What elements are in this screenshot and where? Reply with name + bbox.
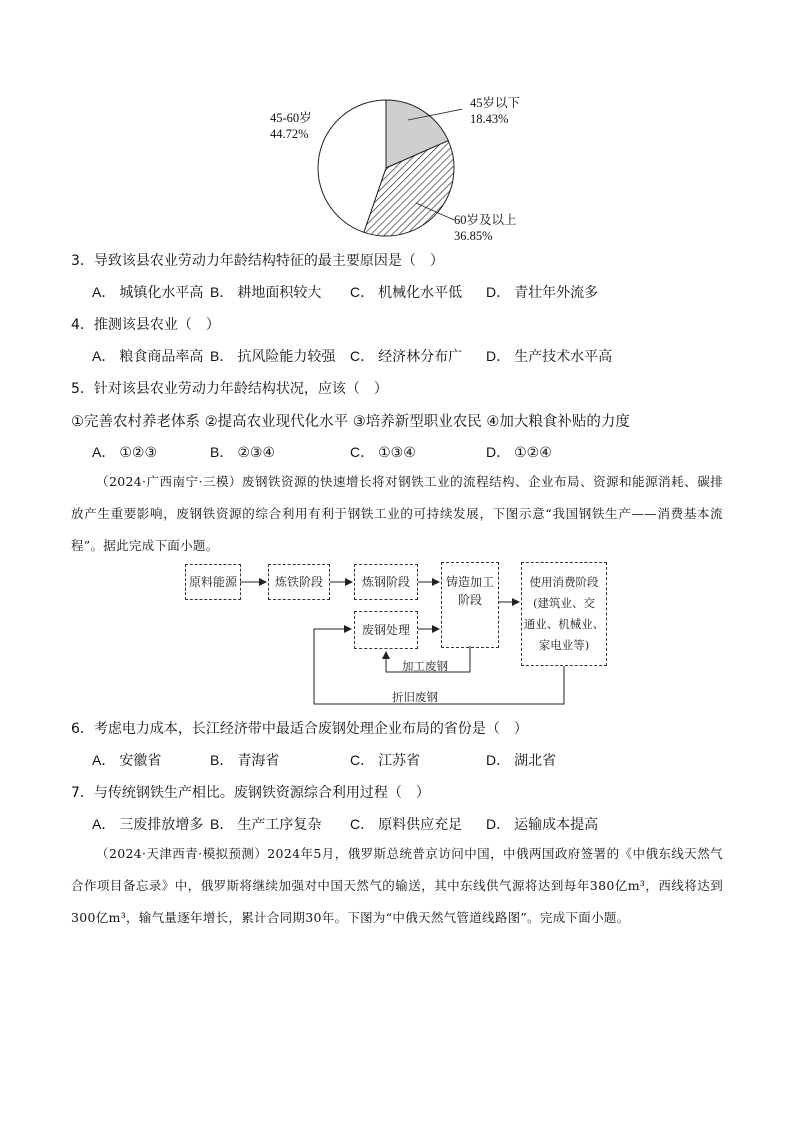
q4-option-b-text: 抗风险能力较强: [237, 349, 336, 365]
q3-option-d: [486, 282, 598, 302]
steel-flow-diagram: [180, 556, 612, 712]
q6-option-a-letter: A．: [92, 752, 116, 768]
pie-label-under-45-name: 45岁以下: [470, 96, 521, 110]
question-6-stem: 6．考虑电力成本，长江经济带中最适合废钢处理企业布局的省份是（ ）: [71, 721, 528, 737]
question-7-stem: 7．与传统钢铁生产相比。废钢铁资源综合利用过程（ ）: [71, 785, 430, 801]
flow-box-consumption-line4: 家电业等): [538, 638, 590, 652]
q5-option-d-letter: D．: [486, 444, 511, 460]
q4-option-a-letter: A．: [92, 348, 116, 364]
q5-option-b-letter: B．: [210, 444, 234, 460]
q4-option-d-letter: D．: [486, 348, 511, 364]
q7-option-d: [486, 814, 598, 834]
q3-option-d-letter: D．: [486, 284, 511, 300]
pie-label-45-60-value: 44.72%: [270, 127, 309, 141]
flow-box-ironmaking-label: 炼铁阶段: [274, 575, 323, 589]
q6-option-c: [350, 750, 420, 770]
q4-option-a-text: 粮食商品率高: [119, 349, 204, 365]
q3-option-b-letter: B．: [210, 284, 234, 300]
q6-option-d-letter: D．: [486, 752, 511, 768]
q7-option-a-text: 三废排放增多: [119, 817, 204, 833]
q7-option-b-letter: B．: [210, 816, 234, 832]
q4-option-c: [350, 346, 462, 366]
flow-box-consumption-line2: (建筑业、交: [533, 596, 595, 610]
flow-box-consumption-line3: 通业、机械业、: [523, 617, 605, 631]
flow-label-processing-scrap: 加工废钢: [402, 659, 448, 673]
q3-option-c: [350, 282, 462, 302]
q5-option-b: [210, 442, 275, 462]
flow-box-steelmaking: [354, 564, 418, 600]
q4-option-b: [210, 346, 335, 366]
q7-option-d-letter: D．: [486, 816, 511, 832]
q7-option-c-letter: C．: [350, 816, 375, 832]
q5-option-a-letter: A．: [92, 444, 116, 460]
q3-option-a-letter: A．: [92, 284, 116, 300]
q3-option-b-text: 耕地面积较大: [237, 285, 322, 301]
q7-option-b: [210, 814, 321, 834]
pie-label-45-60: [270, 110, 312, 142]
q3-option-c-text: 机械化水平低: [378, 285, 463, 301]
q6-option-d: [486, 750, 556, 770]
q5-option-a: [92, 442, 157, 462]
flow-box-casting: [441, 562, 499, 648]
flow-box-casting-line2: 阶段: [457, 593, 482, 607]
q4-option-a: [92, 346, 203, 366]
q6-option-b: [210, 750, 279, 770]
q7-option-c: [350, 814, 462, 834]
pie-label-60-plus: [454, 212, 517, 244]
flow-box-steelmaking-label: 炼钢阶段: [361, 575, 410, 589]
q7-option-c-text: 原料供应充足: [378, 817, 463, 833]
question-3-stem: 3．导致该县农业劳动力年龄结构特征的最主要原因是（ ）: [71, 253, 444, 269]
passage-steel-intro: （2024·广西南宁·三模）废钢铁资源的快速增长将对钢铁工业的流程结构、企业布局、资源和能源消耗、碳排放产生重要影响，废钢铁资源的综合利用有利于钢铁工业的可持续发展，下图示意“我国钢铁生产——消费基本流程”。据此完成下面小题。: [71, 474, 723, 553]
q4-option-c-text: 经济林分布广: [378, 349, 463, 365]
q4-option-b-letter: B．: [210, 348, 234, 364]
question-4-stem: 4．推测该县农业（ ）: [71, 317, 220, 333]
q5-option-d-text: ①②④: [514, 445, 552, 461]
pie-label-under-45: [470, 95, 520, 127]
q6-option-b-letter: B．: [210, 752, 234, 768]
flow-box-casting-line1: 铸造加工: [445, 575, 494, 589]
q4-option-d-text: 生产技术水平高: [514, 349, 613, 365]
q6-option-c-text: 江苏省: [378, 753, 421, 769]
q5-option-c-text: ①③④: [378, 445, 416, 461]
q6-option-d-text: 湖北省: [514, 753, 557, 769]
q3-option-b: [210, 282, 321, 302]
q6-option-a: [92, 750, 161, 770]
pie-label-60-plus-value: 36.85%: [454, 229, 493, 243]
q5-option-c: [350, 442, 416, 462]
q4-option-c-letter: C．: [350, 348, 375, 364]
question-5-choices: ①完善农村养老体系 ②提高农业现代化水平 ③培养新型职业农民 ④加大粮食补贴的力度: [71, 414, 630, 430]
flow-box-scrap-processing: [354, 611, 418, 649]
q3-option-a-text: 城镇化水平高: [119, 285, 204, 301]
flow-box-consumption: [521, 562, 607, 666]
q7-option-d-text: 运输成本提高: [514, 817, 599, 833]
q6-option-b-text: 青海省: [237, 753, 280, 769]
q5-option-b-text: ②③④: [237, 445, 275, 461]
flow-box-scrap-processing-label: 废钢处理: [361, 623, 410, 637]
q7-option-a: [92, 814, 203, 834]
q7-option-b-text: 生产工序复杂: [237, 817, 322, 833]
flow-box-ironmaking: [268, 564, 330, 600]
q5-option-a-text: ①②③: [119, 445, 157, 461]
q3-option-c-letter: C．: [350, 284, 375, 300]
q3-option-d-text: 青壮年外流多: [514, 285, 599, 301]
flow-box-raw-energy: [185, 564, 241, 600]
flow-box-raw-energy-label: 原料能源: [188, 575, 237, 589]
q4-option-d: [486, 346, 612, 366]
q5-option-d: [486, 442, 552, 462]
q6-option-c-letter: C．: [350, 752, 375, 768]
flow-box-consumption-line1: 使用消费阶段: [529, 575, 599, 589]
flow-label-old-scrap: 折旧废钢: [392, 690, 438, 704]
question-5-stem: 5．针对该县农业劳动力年龄结构状况，应该（ ）: [71, 381, 388, 397]
passage-gas-pipeline-intro: （2024·天津西青·模拟预测）2024年5月，俄罗斯总统普京访问中国，中俄两国政府签署的《中俄东线天然气合作项目备忘录》中，俄罗斯将继续加强对中国天然气的输送，其中东线供气源将达到每年380亿m³，西线将达到300亿m³，输气量逐年增长，累计合同期30年。下图为“中俄天然气管道线路图”。完成下面小题。: [71, 846, 723, 925]
pie-label-60-plus-name: 60岁及以上: [454, 213, 517, 227]
q6-option-a-text: 安徽省: [119, 753, 162, 769]
pie-label-45-60-name: 45-60岁: [270, 111, 312, 125]
age-structure-pie-chart: [316, 98, 462, 238]
q5-option-c-letter: C．: [350, 444, 375, 460]
q3-option-a: [92, 282, 203, 302]
pie-label-under-45-value: 18.43%: [470, 112, 509, 126]
q7-option-a-letter: A．: [92, 816, 116, 832]
